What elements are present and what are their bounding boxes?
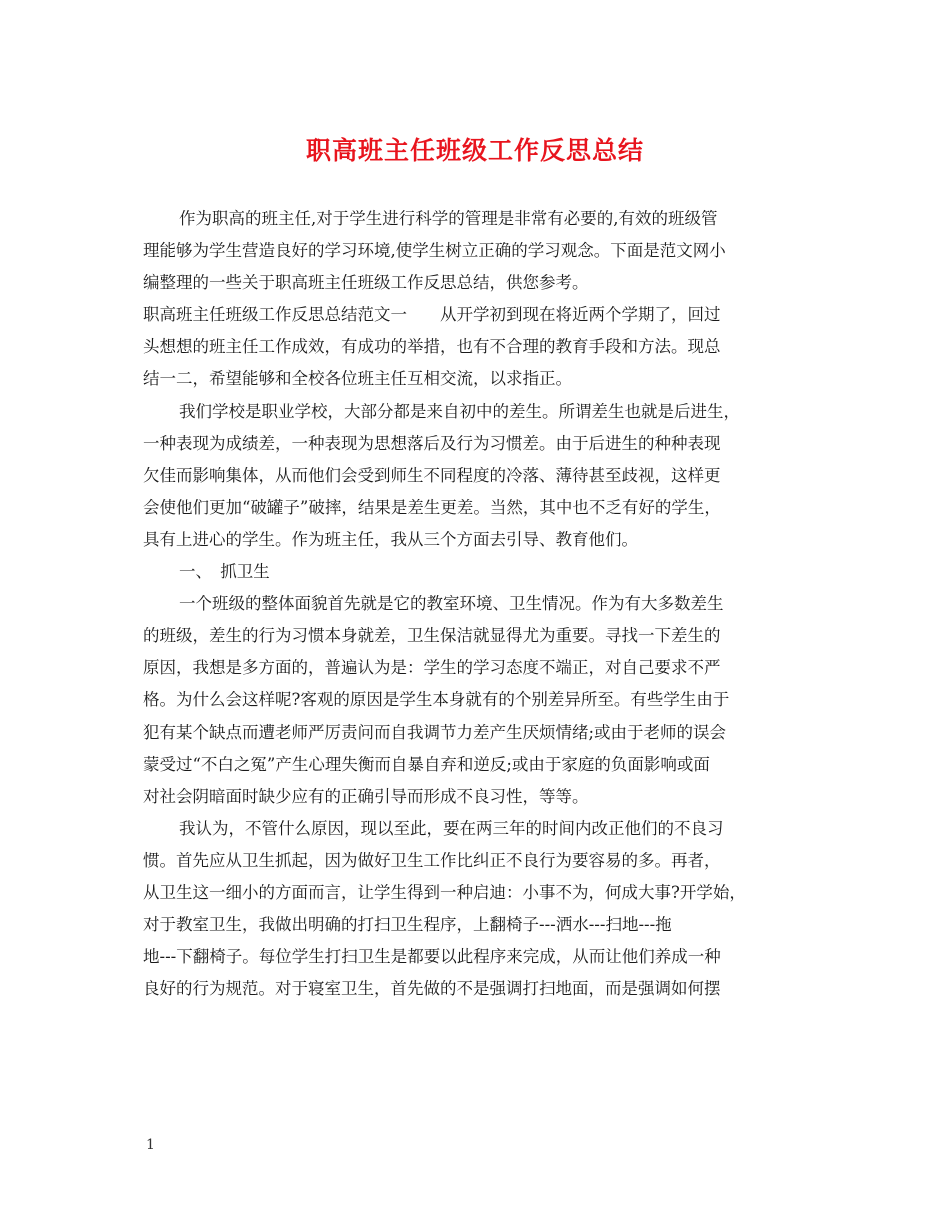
text-line: 从卫生这一细小的方面而言，让学生得到一种启迪：小事不为，何成大事?开学始， <box>143 882 746 902</box>
text-line: 犯有某个缺点而遭老师严厉责问而自我调节力差产生厌烦情绪;或由于老师的误会 <box>143 722 727 742</box>
text-line: 职高班主任班级工作反思总结范文一 从开学初到现在将近两个学期了，回过 <box>143 305 721 325</box>
text-line: 会使他们更加“破罐子”破摔，结果是差生更差。当然，其中也不乏有好的学生， <box>143 497 721 517</box>
page-number: 1 <box>146 1137 155 1153</box>
text-line: 对于教室卫生，我做出明确的打扫卫生程序，上翻椅子---洒水---扫地---拖 <box>143 915 672 935</box>
text-line: 我们学校是职业学校，大部分都是来自初中的差生。所谓差生也就是后进生， <box>179 401 740 421</box>
text-line: 一个班级的整体面貌首先就是它的教室环境、卫生情况。作为有大多数差生 <box>179 594 724 614</box>
text-line: 我认为，不管什么原因，现以至此，要在两三年的时间内改正他们的不良习 <box>179 818 724 838</box>
text-line: 良好的行为规范。对于寝室卫生，首先做的不是强调打扫地面，而是强调如何摆 <box>143 979 721 999</box>
text-line: 惯。首先应从卫生抓起，因为做好卫生工作比纠正不良行为要容易的多。再者， <box>143 850 721 870</box>
text-line: 的班级，差生的行为习惯本身就差，卫生保洁就显得尤为重要。寻找一下差生的 <box>143 626 721 646</box>
text-line: 作为职高的班主任,对于学生进行科学的管理是非常有必要的,有效的班级管 <box>179 209 718 228</box>
text-line: 具有上进心的学生。作为班主任，我从三个方面去引导、教育他们。 <box>143 529 638 549</box>
text-line: 地---下翻椅子。每位学生打扫卫生是都要以此程序来完成，从而让他们养成一种 <box>143 947 721 967</box>
document-title: 职高班主任班级工作反思总结 <box>305 136 644 165</box>
text-line: 对社会阴暗面时缺少应有的正确引导而形成不良习性，等等。 <box>143 786 589 806</box>
text-line: 蒙受过“不白之冤”产生心理失衡而自暴自弃和逆反;或由于家庭的负面影响或面 <box>143 754 710 774</box>
text-line: 理能够为学生营造良好的学习环境,使学生树立正确的学习观念。下面是范文网小 <box>143 241 726 261</box>
text-line: 欠佳而影响集体，从而他们会受到师生不同程度的冷落、薄待甚至歧视，这样更 <box>143 465 721 485</box>
text-line: 头想想的班主任工作成效，有成功的举措，也有不合理的教育手段和方法。现总 <box>143 337 721 357</box>
text-line: 编整理的一些关于职高班主任班级工作反思总结，供您参考。 <box>143 273 589 293</box>
text-line: 结一二，希望能够和全校各位班主任互相交流，以求指正。 <box>143 369 572 389</box>
text-line: 一、 抓卫生 <box>179 562 270 582</box>
document-body <box>143 203 813 1005</box>
text-line: 原因，我想是多方面的，普遍认为是：学生的学习态度不端正，对自己要求不严 <box>143 658 721 678</box>
text-line: 格。为什么会这样呢?客观的原因是学生本身就有的个别差异所至。有些学生由于 <box>143 690 730 710</box>
text-line: 一种表现为成绩差，一种表现为思想落后及行为习惯差。由于后进生的种种表现 <box>143 433 721 453</box>
